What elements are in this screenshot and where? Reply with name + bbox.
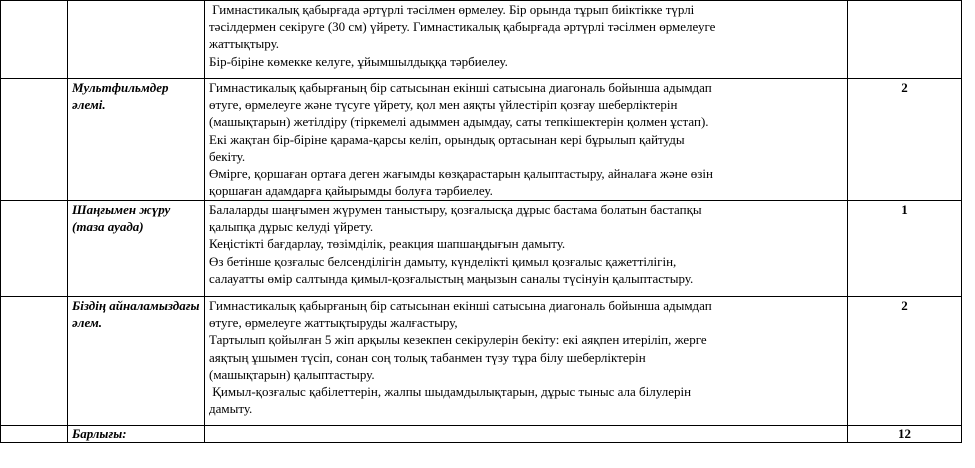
content-cell — [205, 426, 848, 443]
content-cell — [205, 201, 848, 297]
content-line: Гимнастикалық қабырғада әртүрлі тәсілмен өрмелеу. Бір орында тұрып биіктікке түрлі — [209, 2, 695, 17]
hours-cell: 1 — [848, 201, 962, 297]
content-line: жаттықтыру. — [209, 36, 280, 52]
number-cell — [1, 201, 68, 297]
topic-cell: Біздің айналамыздағы әлем. — [68, 297, 205, 426]
hours-cell: 2 — [848, 297, 962, 426]
total-label: Барлығы: — [68, 426, 205, 443]
content-line: Өмірге, қоршаған ортаға деген жағымды көзқарастарын қалыптастыру, айналаға және өзін — [209, 166, 713, 182]
content-line: (машықтарын) жетілдіру (тіркемелі адыммен адымдау, саты тепкішектерін қолмен ұстап). — [209, 114, 709, 130]
content-line: Кеңістікті бағдарлау, төзімділік, реакция шапшаңдығын дамыту. — [209, 236, 566, 252]
hours-cell: 2 — [848, 79, 962, 201]
content-line: Екі жақтан бір-біріне қарама-қарсы келіп, орындық ортасынан кері бұрылып қайтуды — [209, 131, 685, 147]
hours-cell — [848, 1, 962, 79]
content-line: Өз бетінше қозғалыс белсенділігін дамыту, күнделікті қимыл қозғалыс қажеттілігін, — [209, 253, 677, 269]
content-line: тәсілдермен секіруге (30 см) үйрету. Гимнастикалық қабырғада әртүрлі тәсілмен өрмелеуге — [209, 19, 716, 35]
table-row — [1, 297, 962, 426]
number-cell — [1, 1, 68, 79]
table-row — [1, 201, 962, 297]
content-line: Тартылып қойылған 5 жіп арқылы кезекпен секірулерін бекіту: екі аяқпен итеріліп, жерге — [209, 332, 707, 348]
topic-cell — [68, 1, 205, 79]
number-cell — [1, 297, 68, 426]
content-line: қоршаған адамдарға қайырымды болуға тәрбиелеу. — [209, 183, 493, 199]
table-row-total — [1, 426, 962, 443]
content-line: Бір-біріне көмекке келуге, ұйымшылдыққа тәрбиелеу. — [209, 53, 508, 69]
table-row — [1, 1, 962, 79]
content-line: Қимыл-қозғалыс қабілеттерін, жалпы шыдамдылықтарын, дұрыс тыныс ала білулерін — [209, 384, 692, 400]
content-line: бекіту. — [209, 148, 246, 164]
topic-cell: Шаңғымен жүру (таза ауада) — [68, 201, 205, 297]
content-cell — [205, 297, 848, 426]
number-cell — [1, 79, 68, 201]
number-cell — [1, 426, 68, 443]
content-cell — [205, 1, 848, 79]
table-row — [1, 79, 962, 201]
content-line: (машықтарын) қалыптастыру. — [209, 366, 375, 382]
content-line: Балаларды шаңғымен жүрумен таныстыру, қозғалысқа дұрыс бастама болатын бастапқы — [209, 202, 702, 217]
total-hours: 12 — [848, 426, 962, 443]
content-line: аяқтың ұшымен түсіп, сонан соң толық табанмен түзу тұра білу шеберліктерін — [209, 349, 646, 365]
content-line: қалыпқа дұрыс келуді үйрету. — [209, 219, 374, 235]
content-line: Гимнастикалық қабырғаның бір сатысынан екінші сатысына диагональ бойынша адымдап — [209, 298, 712, 313]
content-line: Гимнастикалық қабырғаның бір сатысынан екінші сатысына диагональ бойынша адымдап — [209, 80, 712, 95]
content-line: дамыту. — [209, 401, 253, 417]
content-cell — [205, 79, 848, 201]
content-line: салауатты өмір салтында қимыл-қозғалыстың маңызын саналы түсінуін қалыптастыру. — [209, 270, 694, 286]
topic-cell: Мультфильмдер әлемі. — [68, 79, 205, 201]
content-line: өтуге, өрмелеуге және түсуге үйрету, қол мен аяқты үйлестіріп қозғау шеберліктерін — [209, 97, 678, 113]
content-line: өтуге, өрмелеуге жаттықтыруды жалғастыру, — [209, 315, 458, 331]
